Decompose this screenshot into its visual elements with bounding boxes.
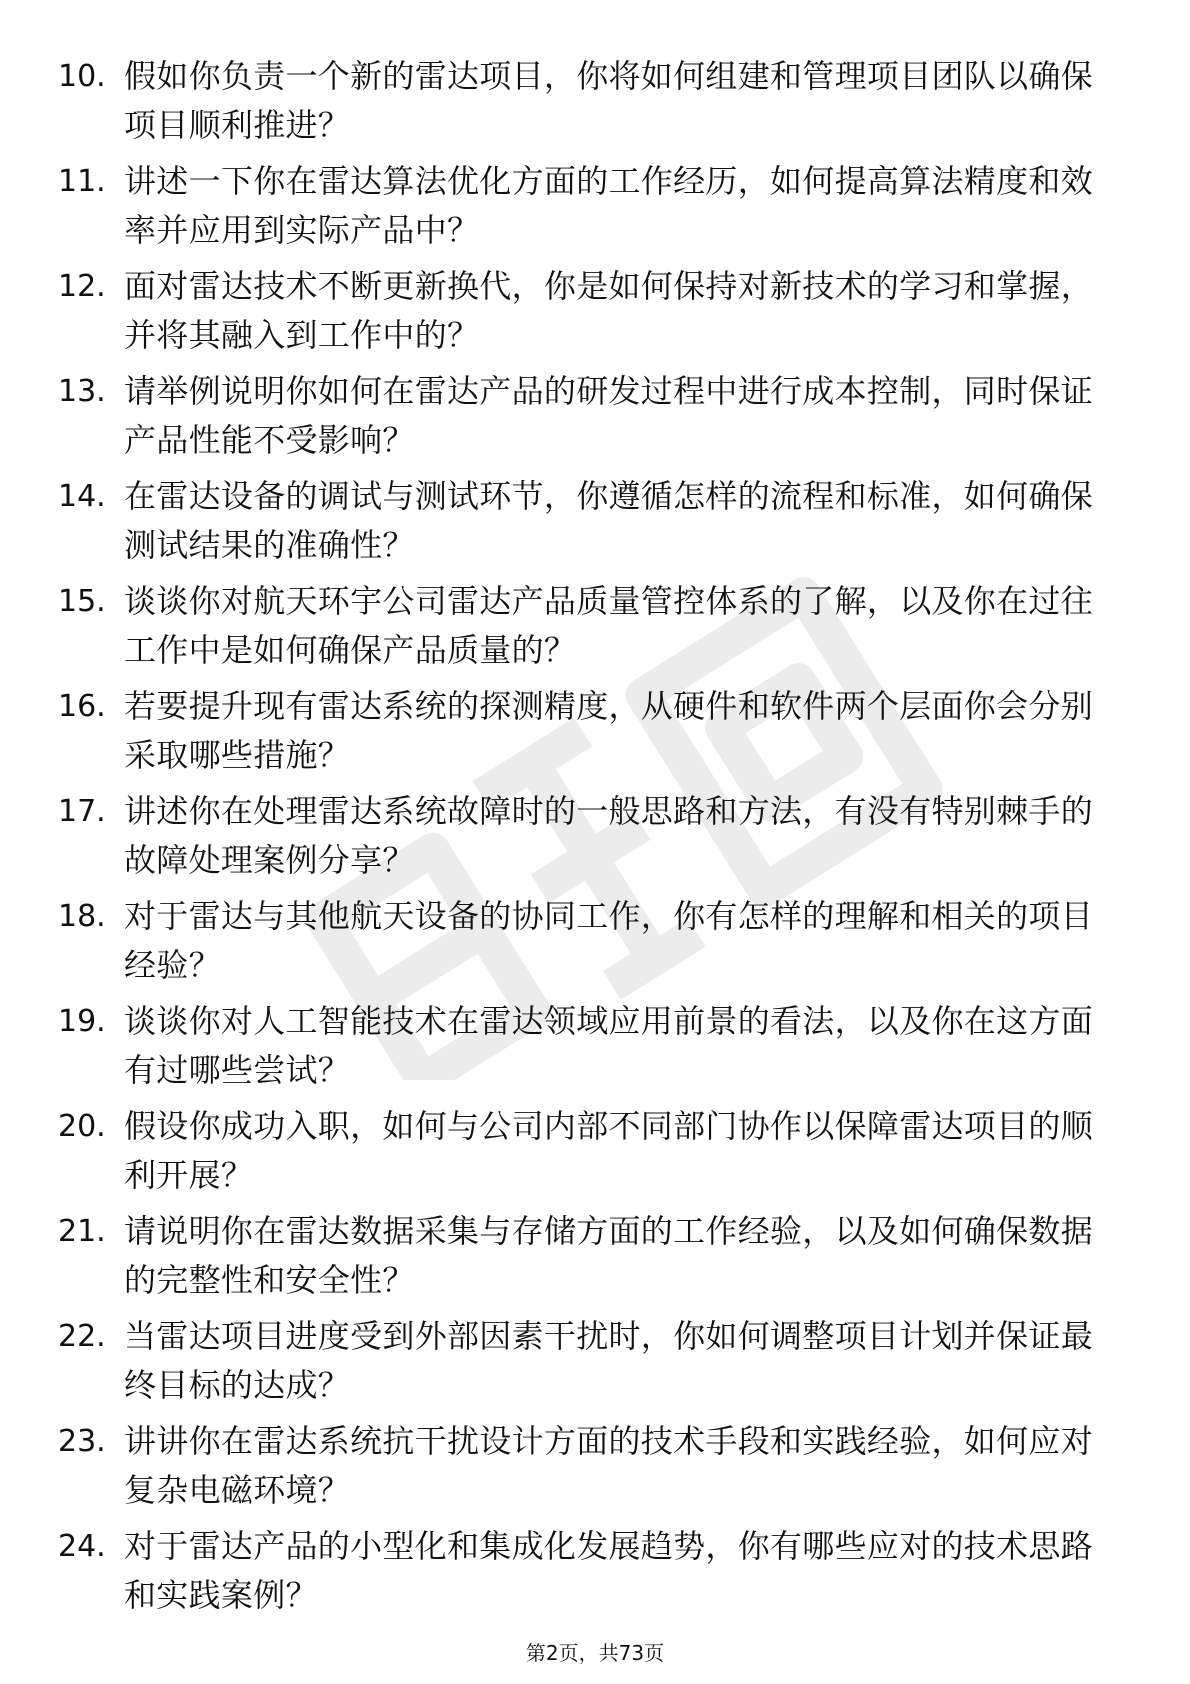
question-item: [58, 682, 1118, 787]
question-text: 请说明你在雷达数据采集与存储方面的工作经验，以及如何确保数据的完整性和安全性？: [124, 1212, 1094, 1299]
question-item: [58, 1417, 1118, 1522]
question-item: [58, 577, 1118, 682]
question-text: 谈谈你对航天环宇公司雷达产品质量管控体系的了解，以及你在过往工作中是如何确保产品质量的？: [124, 582, 1094, 669]
question-number: 21.: [58, 1214, 106, 1249]
question-item: [58, 1102, 1118, 1207]
question-item: [58, 1312, 1118, 1417]
question-item: [58, 472, 1118, 577]
question-number: 15.: [58, 584, 106, 619]
question-number: 13.: [58, 374, 106, 409]
question-number: 23.: [58, 1424, 106, 1459]
question-text: 对于雷达与其他航天设备的协同工作，你有怎样的理解和相关的项目经验？: [124, 897, 1094, 984]
question-item: [58, 367, 1118, 472]
question-text: 讲述你在处理雷达系统故障时的一般思路和方法，有没有特别棘手的故障处理案例分享？: [124, 792, 1094, 879]
question-number: 22.: [58, 1319, 106, 1354]
question-text: 谈谈你对人工智能技术在雷达领域应用前景的看法，以及你在这方面有过哪些尝试？: [124, 1002, 1094, 1089]
question-text: 假如你负责一个新的雷达项目，你将如何组建和管理项目团队以确保项目顺利推进？: [124, 57, 1094, 144]
question-text: 请举例说明你如何在雷达产品的研发过程中进行成本控制，同时保证产品性能不受影响？: [124, 372, 1094, 459]
question-item: [58, 52, 1118, 157]
question-text: 讲讲你在雷达系统抗干扰设计方面的技术手段和实践经验，如何应对复杂电磁环境？: [124, 1422, 1094, 1509]
question-list: [58, 52, 1118, 1627]
question-number: 11.: [58, 164, 106, 199]
question-number: 17.: [58, 794, 106, 829]
question-text: 在雷达设备的调试与测试环节，你遵循怎样的流程和标准，如何确保测试结果的准确性？: [124, 477, 1094, 564]
question-text: 若要提升现有雷达系统的探测精度，从硬件和软件两个层面你会分别采取哪些措施？: [124, 687, 1094, 774]
question-item: [58, 1522, 1118, 1627]
question-item: [58, 787, 1118, 892]
question-number: 14.: [58, 479, 106, 514]
question-number: 19.: [58, 1004, 106, 1039]
question-item: [58, 1207, 1118, 1312]
question-number: 18.: [58, 899, 106, 934]
question-item: [58, 997, 1118, 1102]
question-number: 10.: [58, 59, 106, 94]
question-item: [58, 157, 1118, 262]
question-text: 当雷达项目进度受到外部因素干扰时，你如何调整项目计划并保证最终目标的达成？: [124, 1317, 1094, 1404]
question-text: 讲述一下你在雷达算法优化方面的工作经历，如何提高算法精度和效率并应用到实际产品中？: [124, 162, 1094, 249]
question-item: [58, 892, 1118, 997]
question-number: 12.: [58, 269, 106, 304]
question-text: 面对雷达技术不断更新换代，你是如何保持对新技术的学习和掌握，并将其融入到工作中的？: [124, 267, 1094, 354]
question-number: 16.: [58, 689, 106, 724]
question-number: 24.: [58, 1529, 106, 1564]
question-item: [58, 262, 1118, 367]
page-footer: 第2页，共73页: [525, 1641, 665, 1665]
question-text: 对于雷达产品的小型化和集成化发展趋势，你有哪些应对的技术思路和实践案例？: [124, 1527, 1094, 1614]
question-number: 20.: [58, 1109, 106, 1144]
question-text: 假设你成功入职，如何与公司内部不同部门协作以保障雷达项目的顺利开展？: [124, 1107, 1094, 1194]
